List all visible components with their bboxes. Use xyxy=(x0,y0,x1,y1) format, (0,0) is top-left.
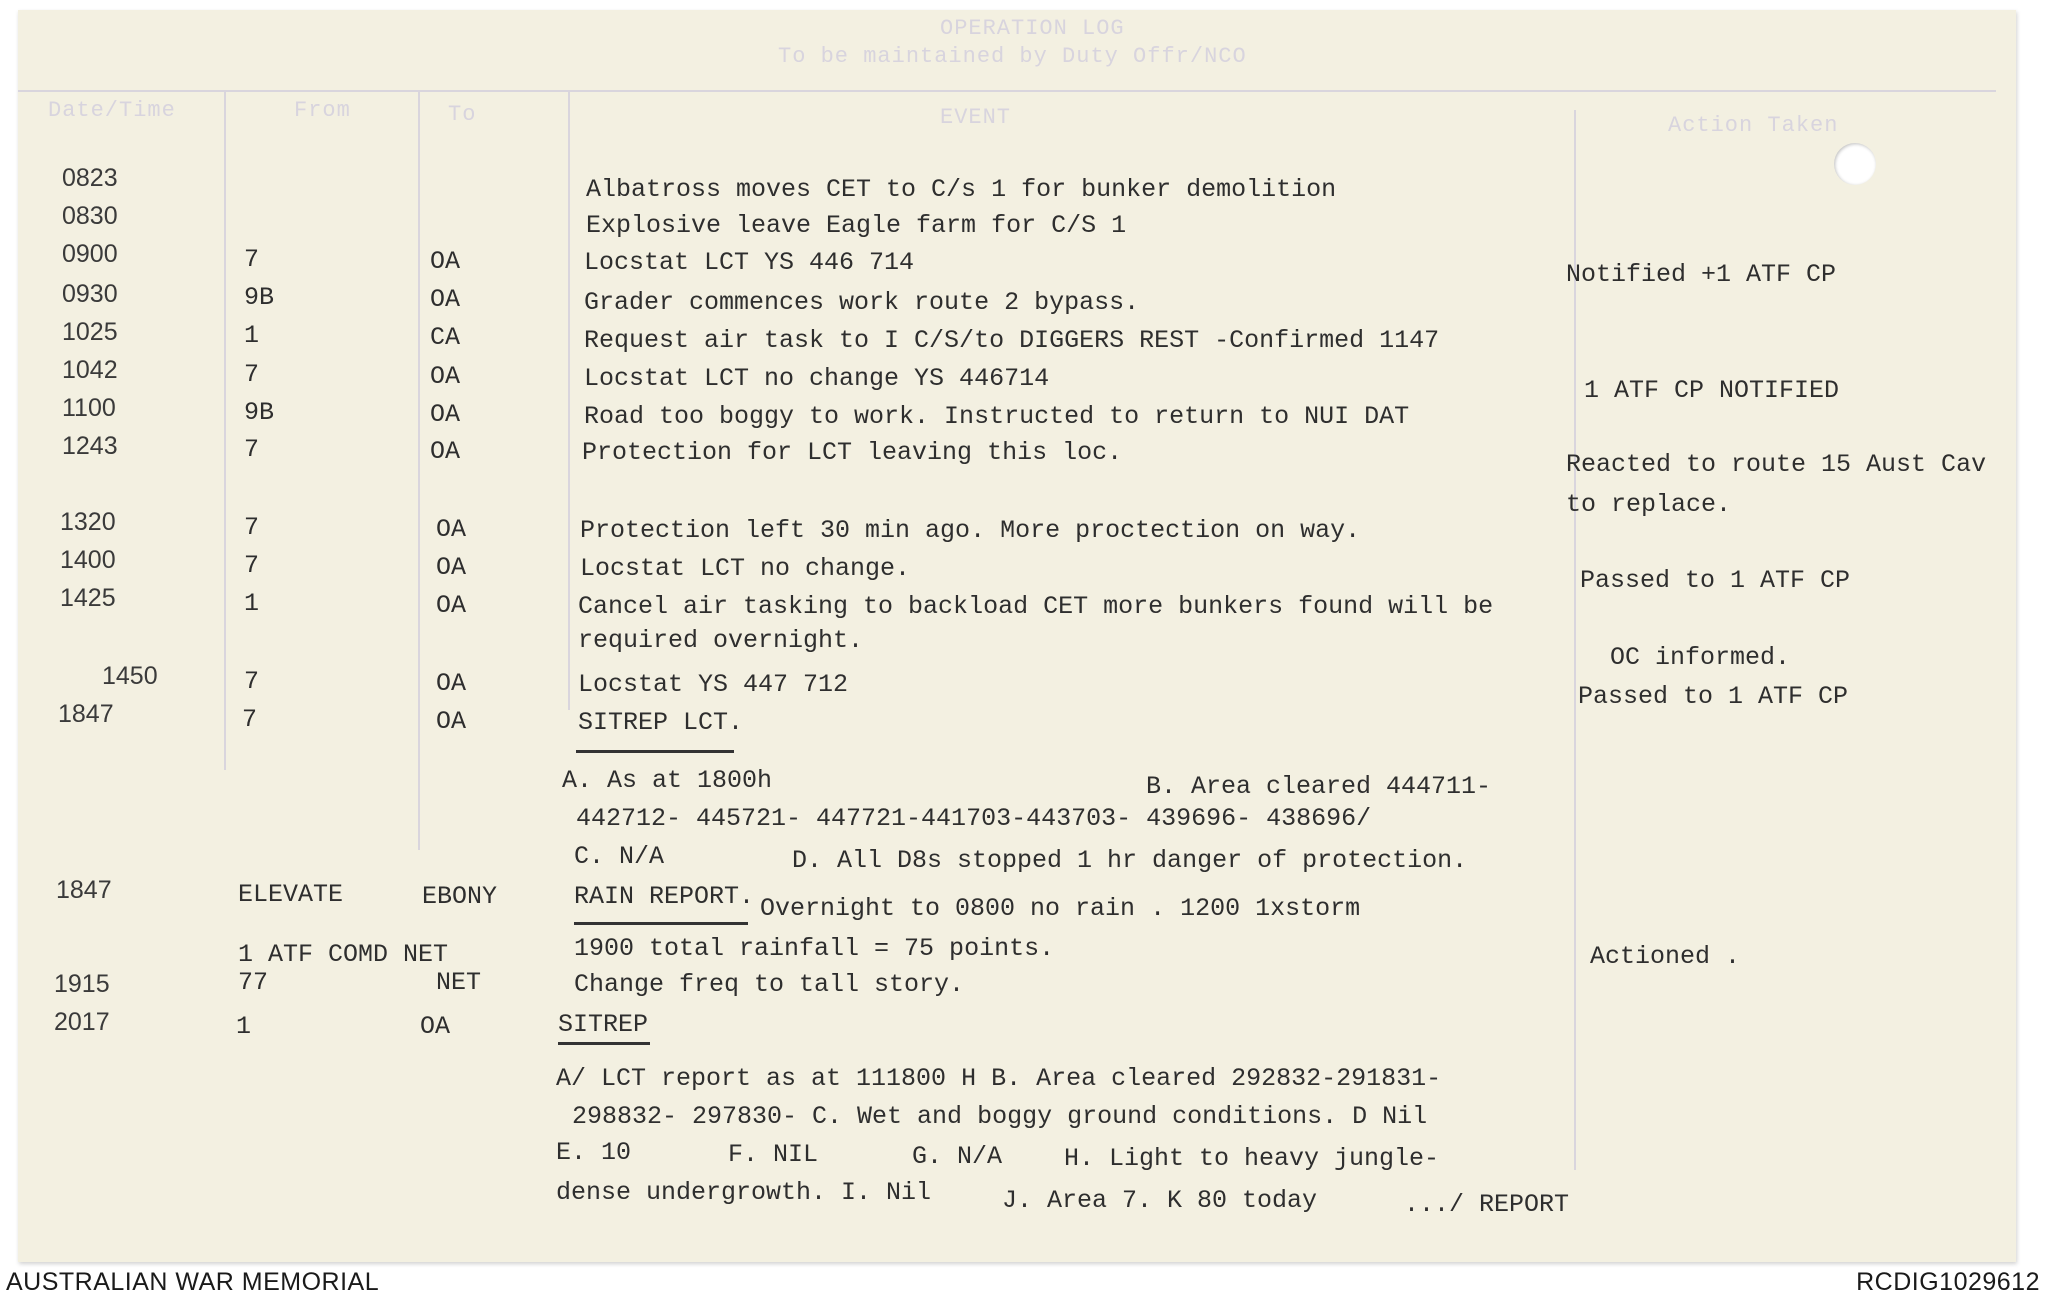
form-title: OPERATION LOG xyxy=(940,16,1125,41)
row-event-part: G. N/A xyxy=(912,1142,1003,1171)
col-header-from: From xyxy=(294,98,351,123)
column-rule-1 xyxy=(224,90,226,770)
row-to: CA xyxy=(430,323,461,352)
row-event: E. 10 xyxy=(556,1138,632,1167)
row-event-part: .../ REPORT xyxy=(1404,1190,1570,1219)
row-event: Grader commences work route 2 bypass. xyxy=(584,288,1140,317)
row-to: OA xyxy=(436,707,467,736)
form-subtitle: To be maintained by Duty Offr/NCO xyxy=(778,44,1247,69)
row-time: 1915 xyxy=(54,970,110,998)
row-event: Locstat YS 447 712 xyxy=(578,670,849,699)
row-to: OA xyxy=(430,285,461,314)
row-from: 7 xyxy=(244,360,260,389)
row-to: OA xyxy=(430,362,461,391)
row-to: OA xyxy=(420,1012,451,1041)
row-event: Request air task to I C/S/to DIGGERS REST -Confirmed 1147 xyxy=(584,326,1440,355)
footer-archive-name: AUSTRALIAN WAR MEMORIAL xyxy=(6,1268,380,1296)
row-to: NET xyxy=(436,968,482,997)
row-from: 7 xyxy=(244,667,260,696)
row-to: OA xyxy=(430,437,461,466)
col-header-event: EVENT xyxy=(940,105,1012,130)
row-event: RAIN REPORT. xyxy=(574,882,755,911)
row-event: Albatross moves CET to C/s 1 for bunker demolition xyxy=(586,175,1337,204)
row-to: EBONY xyxy=(422,882,498,911)
row-event: 298832- 297830- C. Wet and boggy ground conditions. D Nil xyxy=(572,1102,1428,1131)
row-event: A. As at 1800h xyxy=(562,766,773,795)
row-time: 1847 xyxy=(58,700,114,728)
row-time: 1425 xyxy=(60,584,116,612)
row-time: 0900 xyxy=(62,240,118,268)
row-time: 1042 xyxy=(62,356,118,384)
row-action: Passed to 1 ATF CP xyxy=(1578,682,1849,711)
row-event: C. N/A xyxy=(574,842,665,871)
row-event: Protection left 30 min ago. More proctection on way. xyxy=(580,516,1361,545)
row-time: 0930 xyxy=(62,280,118,308)
row-action: Passed to 1 ATF CP xyxy=(1580,566,1851,595)
row-event-part: B. Area cleared 444711- xyxy=(1146,772,1492,801)
row-to: OA xyxy=(436,515,467,544)
row-event: SITREP xyxy=(558,1010,649,1039)
row-event: SITREP LCT. xyxy=(578,708,744,737)
underline xyxy=(574,922,748,925)
row-event: A/ LCT report as at 111800 H B. Area cleared 292832-291831- xyxy=(556,1064,1442,1093)
row-action: Reacted to route 15 Aust Cav xyxy=(1566,450,1987,479)
row-from: 1 xyxy=(236,1012,252,1041)
row-from: 7 xyxy=(244,435,260,464)
row-to: OA xyxy=(436,553,467,582)
row-from: 7 xyxy=(242,705,258,734)
row-event: Locstat LCT no change. xyxy=(580,554,911,583)
column-rule-3 xyxy=(568,90,570,710)
row-time: 1100 xyxy=(62,394,116,422)
row-action: 1 ATF CP NOTIFIED xyxy=(1584,376,1840,405)
document-page xyxy=(18,10,2016,1262)
column-rule-2 xyxy=(418,90,420,850)
row-event: Cancel air tasking to backload CET more bunkers found will be xyxy=(578,592,1494,621)
row-event-part: Overnight to 0800 no rain . 1200 1xstorm xyxy=(760,894,1361,923)
row-time: 0830 xyxy=(62,202,118,230)
row-event: Protection for LCT leaving this loc. xyxy=(582,438,1123,467)
row-event: 442712- 445721- 447721-441703-443703- 439696- 438696/ xyxy=(576,804,1372,833)
row-to: OA xyxy=(436,591,467,620)
row-action: Notified +1 ATF CP xyxy=(1566,260,1837,289)
row-from: 9B xyxy=(244,283,275,312)
row-from: 1 xyxy=(244,589,260,618)
row-from: 9B xyxy=(244,398,275,427)
row-to: OA xyxy=(430,247,461,276)
row-from: 7 xyxy=(244,551,260,580)
row-event-part: D. All D8s stopped 1 hr danger of protection. xyxy=(792,846,1468,875)
col-header-datetime: Date/Time xyxy=(48,98,176,123)
footer-record-id: RCDIG1029612 xyxy=(1856,1268,2040,1296)
row-to: OA xyxy=(436,669,467,698)
row-time: 0823 xyxy=(62,164,118,192)
row-event-part: F. NIL xyxy=(728,1140,819,1169)
row-time: 1025 xyxy=(62,318,118,346)
row-from: 77 xyxy=(238,968,269,997)
row-time: 1847 xyxy=(56,876,112,904)
row-event-part: J. Area 7. K 80 today xyxy=(1002,1186,1318,1215)
row-event: dense undergrowth. I. Nil xyxy=(556,1178,932,1207)
row-from: 7 xyxy=(244,513,260,542)
row-event: 1900 total rainfall = 75 points. xyxy=(574,934,1055,963)
row-time: 1320 xyxy=(60,508,116,536)
row-time: 1243 xyxy=(62,432,118,460)
row-to: OA xyxy=(430,400,461,429)
col-header-to: To xyxy=(448,102,477,127)
row-action: to replace. xyxy=(1566,490,1732,519)
row-time: 1400 xyxy=(60,546,116,574)
row-event: Road too boggy to work. Instructed to return to NUI DAT xyxy=(584,402,1410,431)
row-event: required overnight. xyxy=(578,626,864,655)
row-event: Change freq to tall story. xyxy=(574,970,965,999)
row-from: ELEVATE xyxy=(238,880,344,909)
header-rule xyxy=(18,90,1996,92)
row-action: Actioned . xyxy=(1590,942,1741,971)
underline xyxy=(558,1042,650,1045)
row-from: 7 xyxy=(244,245,260,274)
row-time: 1450 xyxy=(102,662,158,690)
row-event: Explosive leave Eagle farm for C/S 1 xyxy=(586,211,1127,240)
row-event: Locstat LCT no change YS 446714 xyxy=(584,364,1050,393)
col-header-action: Action Taken xyxy=(1668,113,1839,138)
punch-hole xyxy=(1834,143,1876,185)
row-event: Locstat LCT YS 446 714 xyxy=(584,248,915,277)
underline xyxy=(576,750,734,753)
row-time: 2017 xyxy=(54,1008,110,1036)
row-from: 1 ATF COMD NET xyxy=(238,940,449,969)
row-from: 1 xyxy=(244,321,260,350)
row-event-part: H. Light to heavy jungle- xyxy=(1064,1144,1440,1173)
row-action: OC informed. xyxy=(1610,643,1791,672)
